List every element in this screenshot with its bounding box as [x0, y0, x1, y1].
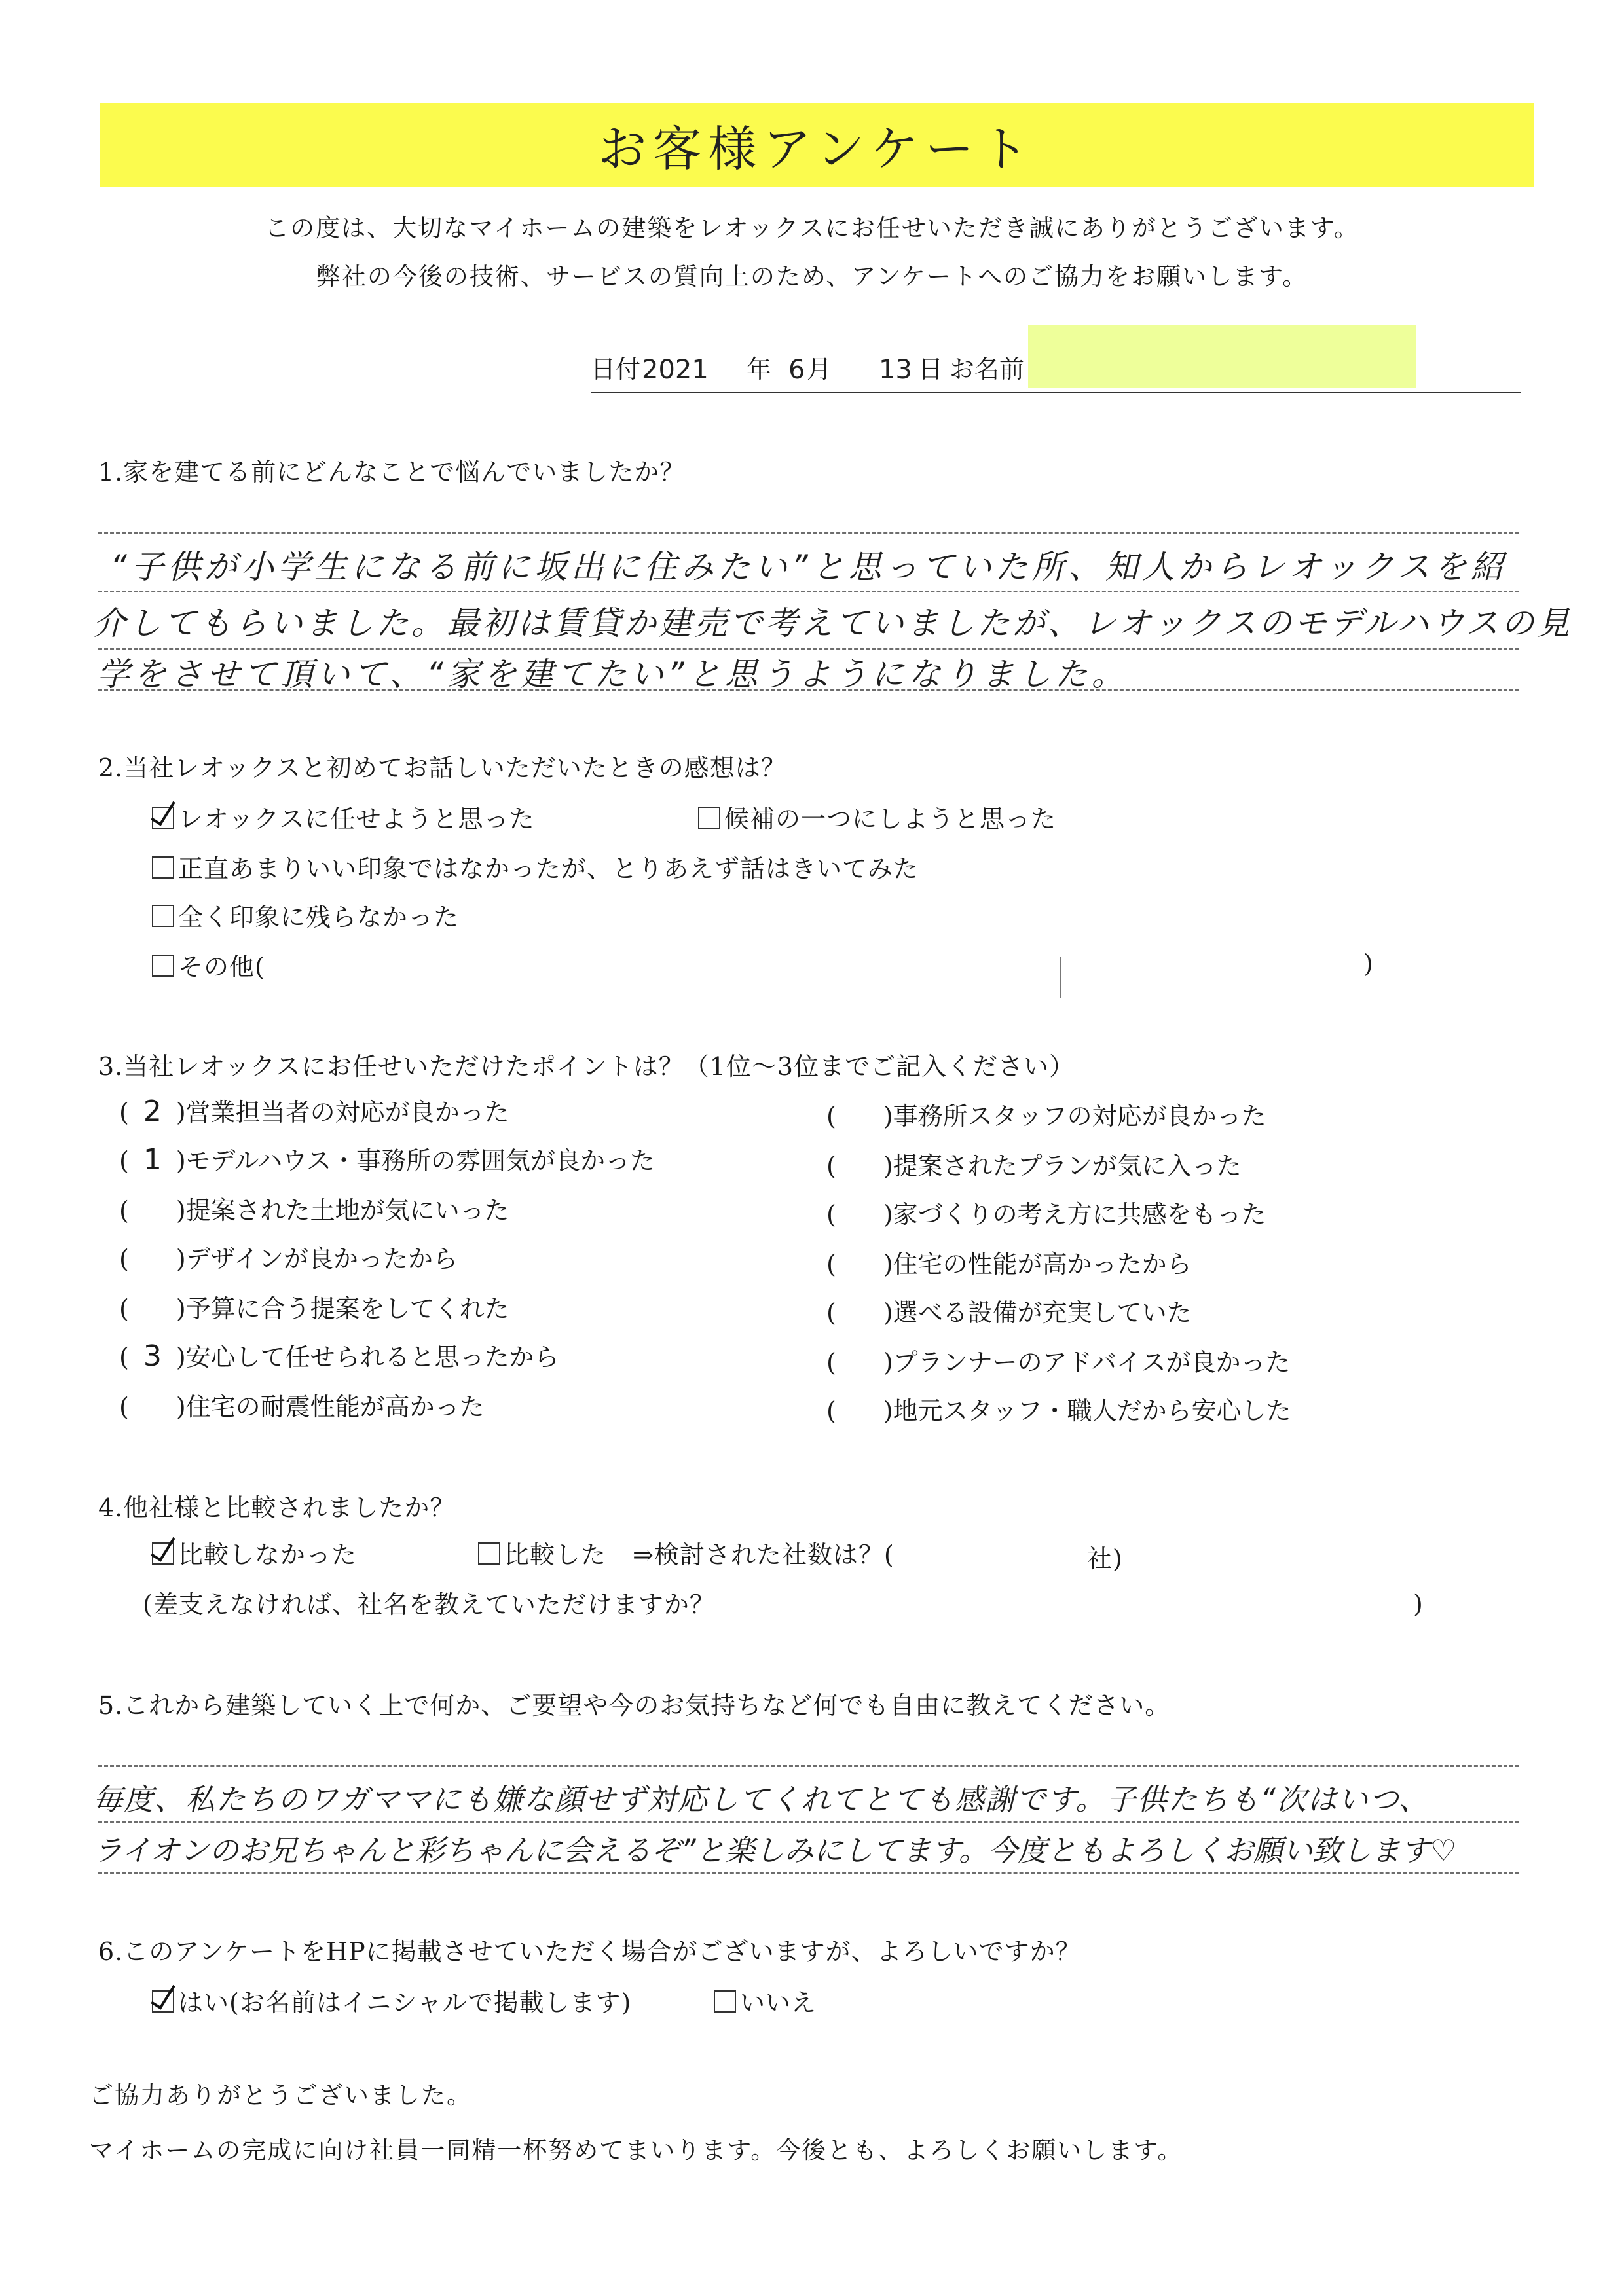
q3-right-item-4[interactable]: ( )住宅の性能が高かったから [826, 1250, 1192, 1279]
rank-label: 安心して任せられると思ったから [185, 1343, 559, 1372]
date-year-unit: 年 [747, 355, 772, 384]
q1-question: 1.家を建てる前にどんなことで悩んでいましたか？ [98, 458, 686, 486]
rank-label: 地元スタッフ・職人だから安心した [893, 1396, 1291, 1425]
q4-count-label: ⇒検討された社数は？( [633, 1540, 895, 1569]
q6-option-no[interactable] [714, 1982, 817, 2018]
q4-names-label: (差支えなければ、社名を教えていただけますか？ [143, 1590, 715, 1619]
rank-label: 住宅の性能が高かったから [893, 1250, 1192, 1279]
intro-line-1: この度は、大切なマイホームの建築をレオックスにお任せいただき誠にありがとうございます。 [265, 214, 1359, 242]
q2-option-leox[interactable] [152, 799, 534, 835]
q4-count-unit: 社) [1087, 1544, 1123, 1573]
q2-option-other-label: その他( [178, 953, 265, 981]
q3-right-item-3[interactable]: ( )家づくりの考え方に共感をもった [826, 1200, 1266, 1229]
q2-option-candidate[interactable] [698, 799, 1056, 835]
q3-right-item-1[interactable]: ( )事務所スタッフの対応が良かった [826, 1102, 1266, 1131]
q3-left-item-1[interactable]: ( 2 )営業担当者の対応が良かった [119, 1095, 509, 1128]
q1-answer-line-2[interactable]: 介してもらいました。最初は賃貸か建売で考えていましたが、レオックスのモデルハウスの見 [93, 604, 1572, 642]
q3-left-item-5[interactable]: ( )予算に合う提案をしてくれた [119, 1294, 509, 1323]
rank-value[interactable]: 1 [143, 1143, 162, 1176]
q6-option-yes[interactable] [152, 1982, 631, 2018]
q2-option-honestly-label: 正直あまりいい印象ではなかったが、とりあえず話はきいてみた [178, 854, 919, 883]
rank-label: プランナーのアドバイスが良かった [893, 1348, 1291, 1377]
rank-value[interactable]: 3 [143, 1339, 162, 1373]
q4-question: 4.他社様と比較されましたか？ [98, 1493, 456, 1522]
q4-option-compared[interactable] [478, 1535, 606, 1571]
checkbox-icon[interactable] [714, 1990, 736, 2013]
name-label: お名前 [950, 355, 1025, 384]
q5-question: 5.これから建築していく上で何か、ご要望や今のお気持ちなど何でも自由に教えてください。 [98, 1691, 1171, 1720]
q4-option-compared-label: 比較した [504, 1540, 607, 1569]
q4-names-close: ) [1413, 1590, 1424, 1618]
q5-answer-line-2[interactable]: ライオンのお兄ちゃんと彩ちゃんに会えるぞ”と楽しみにしてます。今度ともよろしくお願い致します♡ [93, 1833, 1457, 1868]
q3-left-item-4[interactable]: ( )デザインが良かったから [119, 1245, 458, 1273]
date-name-row [591, 340, 1521, 393]
checkbox-icon[interactable] [698, 807, 720, 829]
q3-question: 3.当社レオックスにお任せいただけたポイントは？（1位〜3位までご記入ください） [98, 1052, 1075, 1081]
q6-option-yes-label: はい(お名前はイニシャルで掲載します) [178, 1988, 632, 2017]
date-month-unit: 月 [807, 355, 832, 384]
title-banner [100, 103, 1534, 187]
q2-option-no-impression-label: 全く印象に残らなかった [178, 903, 460, 932]
date-day[interactable]: 13 [879, 355, 912, 385]
closing-line-1: ご協力ありがとうございました。 [89, 2081, 472, 2109]
q6-option-no-label: いいえ [740, 1988, 817, 2017]
q5-answer-line-2-rule [98, 1821, 1519, 1823]
q2-option-other[interactable] [152, 947, 265, 983]
checkbox-icon[interactable] [152, 955, 174, 977]
rank-value[interactable]: 2 [143, 1095, 162, 1128]
q5-answer-line-3-rule [98, 1872, 1519, 1874]
q3-right-item-6[interactable]: ( )プランナーのアドバイスが良かった [826, 1348, 1291, 1377]
q2-other-close: ) [1363, 949, 1374, 978]
page-title: お客様アンケート [598, 121, 1035, 177]
rank-label: 提案された土地が気にいった [185, 1196, 509, 1225]
rank-label: 営業担当者の対応が良かった [185, 1098, 509, 1127]
q1-answer-line-2-rule [98, 591, 1519, 592]
q4-option-no-compare-label: 比較しなかった [178, 1540, 358, 1569]
q2-option-leox-label: レオックスに任せようと思った [178, 805, 535, 833]
q4-option-no-compare[interactable] [152, 1535, 357, 1571]
q3-left-item-3[interactable]: ( )提案された土地が気にいった [119, 1196, 509, 1225]
checkbox-checked-icon[interactable] [152, 807, 174, 829]
q6-question: 6.このアンケートをHPに掲載させていただく場合がございますが、よろしいですか？ [98, 1937, 1081, 1966]
q2-option-honestly[interactable] [152, 848, 919, 884]
q1-answer-line-1[interactable]: “子供が小学生になる前に坂出に住みたい”と思っていた所、知人からレオックスを紹 [110, 548, 1507, 586]
q1-answer-line-1-rule [98, 532, 1519, 534]
checkbox-icon[interactable] [152, 905, 174, 927]
rank-label: デザインが良かったから [185, 1245, 458, 1273]
checkbox-checked-icon[interactable] [152, 1990, 174, 2013]
closing-line-2: マイホームの完成に向け社員一同精一杯努めてまいります。今後とも、よろしくお願いします。 [89, 2136, 1183, 2164]
rank-label: 選べる設備が充実していた [893, 1298, 1192, 1327]
q2-option-candidate-label: 候補の一つにしようと思った [724, 805, 1057, 833]
checkbox-icon[interactable] [152, 856, 174, 879]
rank-label: 提案されたプランが気に入った [893, 1152, 1242, 1180]
q5-answer-line-1-rule [98, 1765, 1519, 1767]
rank-label: 家づくりの考え方に共感をもった [893, 1200, 1266, 1229]
q3-left-item-6[interactable]: ( 3 )安心して任せられると思ったから [119, 1339, 559, 1373]
q1-answer-line-3[interactable]: 学をさせて頂いて、“家を建てたい”と思うようになりました。 [97, 655, 1128, 693]
date-day-unit: 日 [918, 355, 944, 384]
date-year[interactable]: 2021 [642, 355, 709, 385]
q3-right-item-5[interactable]: ( )選べる設備が充実していた [826, 1298, 1192, 1327]
intro-line-2: 弊社の今後の技術、サービスの質向上のため、アンケートへのご協力をお願いします。 [316, 263, 1308, 291]
scan-mark [1060, 957, 1061, 998]
checkbox-checked-icon[interactable] [152, 1542, 174, 1565]
rank-label: 住宅の耐震性能が高かった [185, 1393, 485, 1421]
q3-left-item-2[interactable]: ( 1 )モデルハウス・事務所の雰囲気が良かった [119, 1143, 655, 1176]
q3-left-item-7[interactable]: ( )住宅の耐震性能が高かった [119, 1393, 485, 1421]
q2-question: 2.当社レオックスと初めてお話しいただいたときの感想は？ [98, 754, 786, 782]
rank-label: 予算に合う提案をしてくれた [185, 1294, 509, 1323]
date-month[interactable]: 6 [788, 355, 805, 385]
q3-right-item-2[interactable]: ( )提案されたプランが気に入った [826, 1152, 1242, 1180]
date-label: 日付 [591, 355, 641, 384]
checkbox-icon[interactable] [478, 1542, 500, 1565]
rank-label: 事務所スタッフの対応が良かった [893, 1102, 1266, 1131]
q2-option-no-impression[interactable] [152, 897, 459, 933]
q5-answer-line-1[interactable]: 毎度、私たちのワガママにも嫌な顔せず対応してくれてとても感謝です。子供たちも“次はいつ、 [93, 1782, 1430, 1817]
rank-label: モデルハウス・事務所の雰囲気が良かった [185, 1146, 655, 1175]
q3-right-item-7[interactable]: ( )地元スタッフ・職人だから安心した [826, 1396, 1291, 1425]
